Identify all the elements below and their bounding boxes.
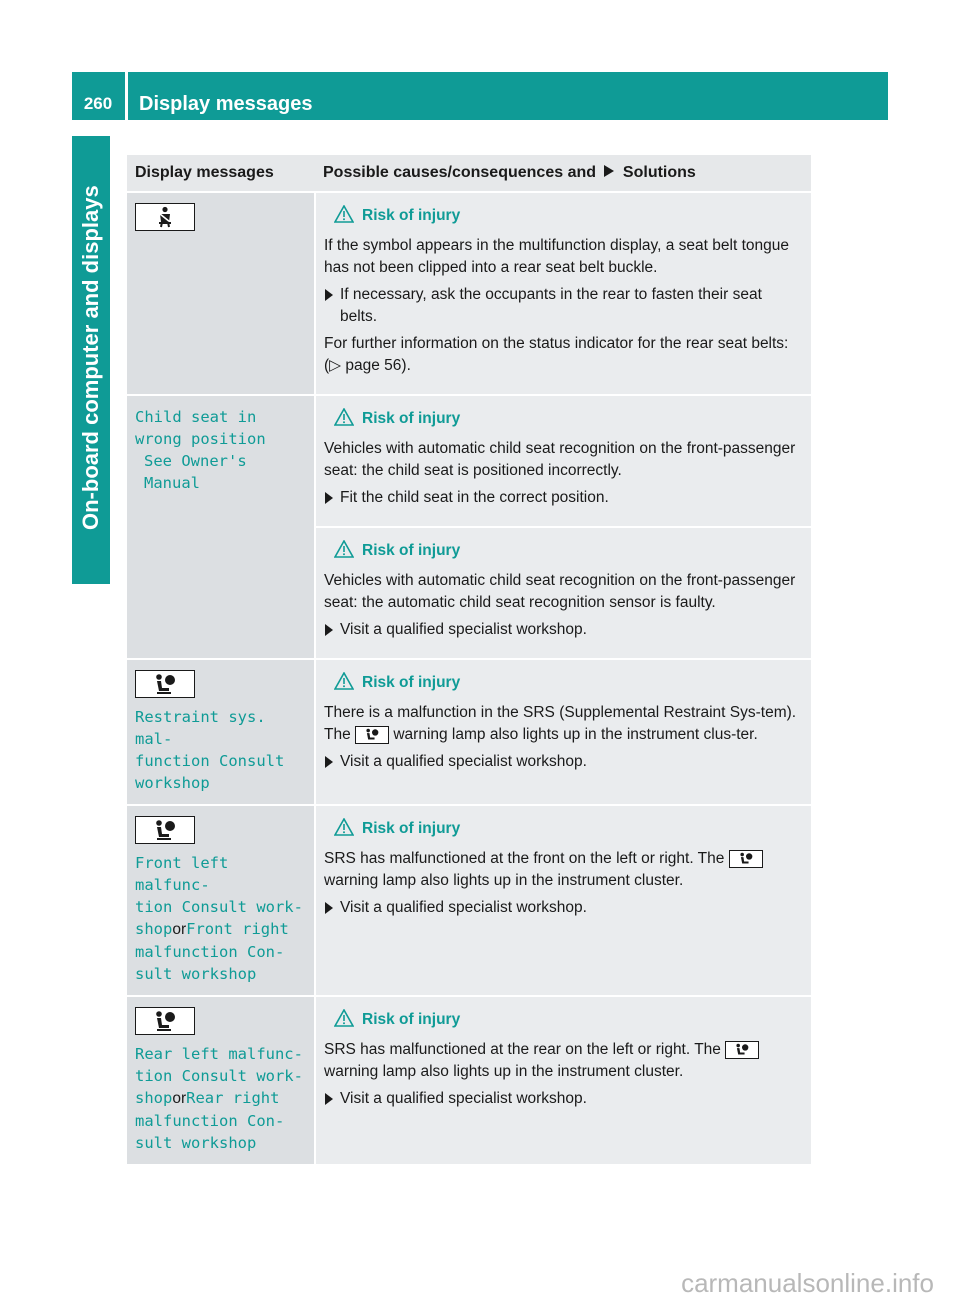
risk-warning (334, 1009, 803, 1031)
step-arrow-icon (324, 1088, 334, 1108)
display-message-cell (127, 395, 315, 659)
message-line: tion Consult work- (135, 1067, 303, 1085)
table-row (127, 192, 811, 395)
description-part: SRS has malfunctioned at the rear on the left or right. The (324, 1041, 721, 1058)
description-part: SRS has malfunctioned at the front on the left or right. The (324, 850, 725, 867)
message-part: Front right (186, 920, 289, 938)
solutions-cell (315, 996, 811, 1165)
warning-triangle-icon (334, 540, 354, 558)
seatbelt-icon (135, 203, 195, 231)
message-or: or (172, 921, 187, 938)
description-text: Vehicles with automatic child seat recognition on the front-passenger seat: the automatic child seat recognition sensor is faulty. (324, 572, 796, 611)
col-header-solutions (315, 155, 811, 192)
message-line: Front left malfunc- (135, 854, 229, 894)
warning-triangle-icon (334, 1009, 354, 1027)
description-text (324, 1039, 803, 1083)
header-separator (125, 72, 128, 120)
risk-warning (334, 540, 803, 562)
step-arrow-icon (324, 487, 334, 507)
risk-label: Risk of injury (362, 674, 461, 691)
message-or: or (172, 1090, 187, 1107)
solutions-cell (315, 805, 811, 996)
message-line: function Consult (135, 752, 285, 770)
srs-airbag-icon (725, 1041, 759, 1059)
description-text: Vehicles with automatic child seat recognition on the front-passenger seat: the child seat is positioned incorrectly. (324, 440, 796, 479)
message-line (135, 918, 306, 941)
display-messages-table (127, 155, 811, 1166)
solution-text: Visit a qualified specialist workshop. (340, 753, 587, 770)
message-line: wrong position (135, 430, 266, 448)
solution-step (324, 897, 803, 919)
risk-warning (334, 205, 803, 227)
col-header-solutions-label: Solutions (622, 164, 696, 181)
message-line: malfunction Con- (135, 1112, 285, 1130)
display-message-cell (127, 805, 315, 996)
message-part: Rear right (186, 1089, 280, 1107)
srs-airbag-icon (135, 816, 195, 844)
solution-text: Visit a qualified specialist workshop. (340, 621, 587, 638)
table-row (127, 805, 811, 996)
description-text: If the symbol appears in the multifunction display, a seat belt tongue has not been clipped into a rear seat belt buckle. (324, 237, 789, 276)
warning-triangle-icon (334, 205, 354, 223)
srs-airbag-icon (355, 726, 389, 744)
step-arrow-icon (324, 284, 334, 304)
description-part: There is a malfunction in the SRS (Supplemental Restraint Sys-tem). The (324, 704, 797, 743)
table-row (127, 996, 811, 1165)
risk-label: Risk of injury (362, 410, 461, 427)
solution-text: Visit a qualified specialist workshop. (340, 1090, 587, 1107)
risk-warning (334, 818, 803, 840)
description-text (324, 848, 803, 892)
srs-airbag-icon (135, 670, 195, 698)
description-text (324, 702, 803, 746)
risk-label: Risk of injury (362, 207, 461, 224)
display-message-cell (127, 192, 315, 395)
warning-triangle-icon (334, 818, 354, 836)
display-message (135, 706, 306, 794)
table-header-row (127, 155, 811, 192)
step-arrow-icon (603, 164, 615, 178)
message-line: malfunction Con- (135, 943, 285, 961)
display-message (135, 852, 306, 985)
solution-step (324, 619, 803, 641)
message-line: sult workshop (135, 1134, 257, 1152)
warning-triangle-icon (334, 408, 354, 426)
message-line: workshop (135, 774, 210, 792)
description-part: warning lamp also lights up in the instrument clus-ter. (393, 726, 758, 743)
page-number: 260 (83, 94, 113, 113)
side-tab-label: On-board computer and displays (78, 185, 103, 530)
risk-label: Risk of injury (362, 820, 461, 837)
step-arrow-icon (324, 619, 334, 639)
solution-text: If necessary, ask the occupants in the rear to fasten their seat belts. (340, 286, 762, 325)
solutions-cell (315, 659, 811, 805)
table-row (127, 395, 811, 527)
message-line: Child seat in (135, 408, 257, 426)
display-message-cell (127, 659, 315, 805)
message-part: shop (135, 920, 173, 938)
message-line: sult workshop (135, 965, 257, 983)
further-info-text: For further information on the status indicator for the rear seat belts: (▷ page 56). (324, 335, 789, 374)
table-row (127, 659, 811, 805)
solution-step (324, 284, 803, 328)
warning-triangle-icon (334, 672, 354, 690)
risk-label: Risk of injury (362, 542, 461, 559)
solution-step (324, 751, 803, 773)
col-header-display-messages: Display messages (127, 155, 315, 192)
risk-label: Risk of injury (362, 1011, 461, 1028)
page-title: Display messages (139, 93, 313, 115)
display-message (135, 1043, 306, 1154)
solution-text: Visit a qualified specialist workshop. (340, 899, 587, 916)
message-line: Restraint sys. mal- (135, 708, 266, 748)
display-message-cell (127, 996, 315, 1165)
message-line: Rear left malfunc- (135, 1045, 303, 1063)
risk-warning (334, 672, 803, 694)
solution-text: Fit the child seat in the correct position. (340, 489, 609, 506)
solution-step (324, 487, 803, 509)
srs-airbag-icon (135, 1007, 195, 1035)
srs-airbag-icon (729, 850, 763, 868)
solutions-cell (315, 527, 811, 659)
risk-warning (334, 408, 803, 430)
solutions-cell (315, 192, 811, 395)
description-part: warning lamp also lights up in the instrument cluster. (324, 872, 684, 889)
message-line: tion Consult work- (135, 898, 303, 916)
step-arrow-icon (324, 897, 334, 917)
watermark-link[interactable]: carmanualsonline.info (681, 1268, 934, 1298)
col-header-causes: Possible causes/consequences and (323, 164, 597, 181)
description-part: warning lamp also lights up in the instrument cluster. (324, 1063, 684, 1080)
message-line: See Owner's Manual (144, 452, 247, 492)
solutions-cell (315, 395, 811, 527)
solution-step (324, 1088, 803, 1110)
step-arrow-icon (324, 751, 334, 771)
message-line (135, 1087, 306, 1110)
display-message (135, 406, 306, 494)
message-part: shop (135, 1089, 173, 1107)
